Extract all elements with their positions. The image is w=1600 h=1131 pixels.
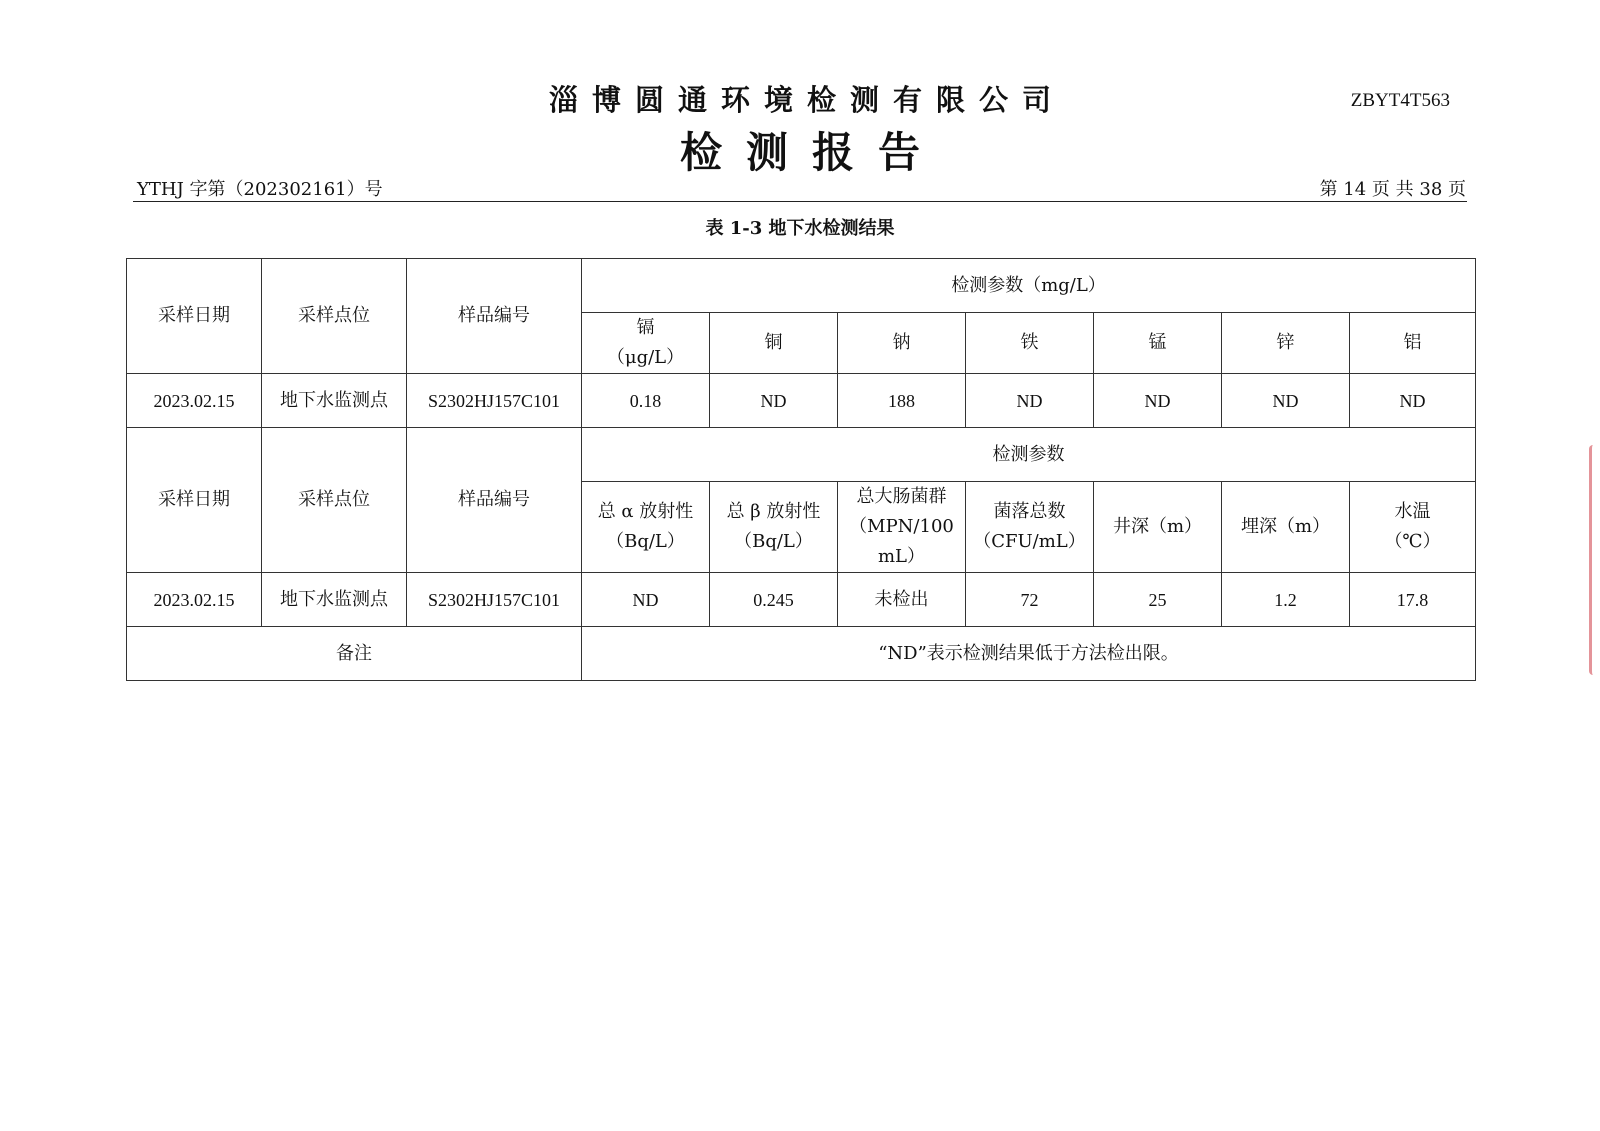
header-sample-date: 采样日期 [127, 428, 262, 573]
param-line: （CFU/mL） [973, 531, 1086, 552]
remarks-row [127, 627, 1476, 681]
param-copper: 铜 [710, 313, 838, 374]
header-sample-id: 样品编号 [407, 428, 582, 573]
param-line: 总大肠菌群 [856, 486, 947, 507]
remarks-text: “ND”表示检测结果低于方法检出限。 [582, 627, 1476, 681]
row-date: 2023.02.15 [127, 374, 262, 428]
param-manganese: 锰 [1094, 313, 1222, 374]
report-number: YTHJ 字第（202302161）号 [137, 179, 383, 200]
header-sample-site: 采样点位 [262, 259, 407, 374]
value-burial-depth: 1.2 [1222, 573, 1350, 627]
row-sample-id: S2302HJ157C101 [407, 374, 582, 428]
row-site: 地下水监测点 [262, 374, 407, 428]
param-unit: （μg/L） [606, 347, 685, 368]
table-caption: 表 1-3 地下水检测结果 [705, 218, 895, 239]
document-code: ZBYT4T563 [1350, 90, 1450, 111]
value-colony-count: 72 [966, 573, 1094, 627]
report-title: 检测报告 [679, 128, 944, 177]
param-name: 镉 [636, 317, 655, 338]
param-gross-beta [710, 482, 838, 573]
param-line: 菌落总数 [993, 501, 1066, 522]
header-sample-date: 采样日期 [127, 259, 262, 374]
param-line: mL） [877, 546, 926, 567]
value-water-temp: 17.8 [1350, 573, 1476, 627]
value-cadmium: 0.18 [582, 374, 710, 428]
param-cadmium [582, 313, 710, 374]
param-gross-alpha [582, 482, 710, 573]
param-line: （℃） [1384, 531, 1441, 552]
param-sodium: 钠 [838, 313, 966, 374]
param-zinc: 锌 [1222, 313, 1350, 374]
param-aluminum: 铝 [1350, 313, 1476, 374]
remarks-label: 备注 [127, 627, 582, 681]
seal-stamp-edge [1589, 445, 1600, 675]
value-aluminum: ND [1350, 374, 1476, 428]
section1-data-row [127, 374, 1476, 428]
value-zinc: ND [1222, 374, 1350, 428]
section1-header-row [127, 259, 1476, 313]
page-indicator: 第 14 页 共 38 页 [1319, 179, 1466, 200]
section2-group-title: 检测参数 [582, 428, 1476, 482]
header-sample-id: 样品编号 [407, 259, 582, 374]
row-sample-id: S2302HJ157C101 [407, 573, 582, 627]
section2-header-row [127, 428, 1476, 482]
param-line: （MPN/100 [849, 516, 954, 537]
value-sodium: 188 [838, 374, 966, 428]
row-site: 地下水监测点 [262, 573, 407, 627]
value-total-coliforms: 未检出 [838, 573, 966, 627]
param-line: 总 β 放射性 [726, 501, 821, 522]
param-line: （Bq/L） [734, 531, 813, 552]
header-sample-site: 采样点位 [262, 428, 407, 573]
param-colony-count [966, 482, 1094, 573]
param-total-coliforms [838, 482, 966, 573]
param-iron: 铁 [966, 313, 1094, 374]
value-well-depth: 25 [1094, 573, 1222, 627]
company-name: 淄博圆通环境检测有限公司 [548, 83, 1065, 117]
param-line: 总 α 放射性 [597, 501, 694, 522]
groundwater-results-table [126, 258, 1476, 681]
value-gross-beta: 0.245 [710, 573, 838, 627]
param-burial-depth: 埋深（m） [1222, 482, 1350, 573]
param-well-depth: 井深（m） [1094, 482, 1222, 573]
value-manganese: ND [1094, 374, 1222, 428]
param-line: （Bq/L） [606, 531, 685, 552]
row-date: 2023.02.15 [127, 573, 262, 627]
value-iron: ND [966, 374, 1094, 428]
section2-data-row [127, 573, 1476, 627]
value-gross-alpha: ND [582, 573, 710, 627]
header-divider [133, 201, 1467, 202]
section1-group-title: 检测参数（mg/L） [582, 259, 1476, 313]
param-water-temp [1350, 482, 1476, 573]
value-copper: ND [710, 374, 838, 428]
param-line: 水温 [1394, 501, 1431, 522]
